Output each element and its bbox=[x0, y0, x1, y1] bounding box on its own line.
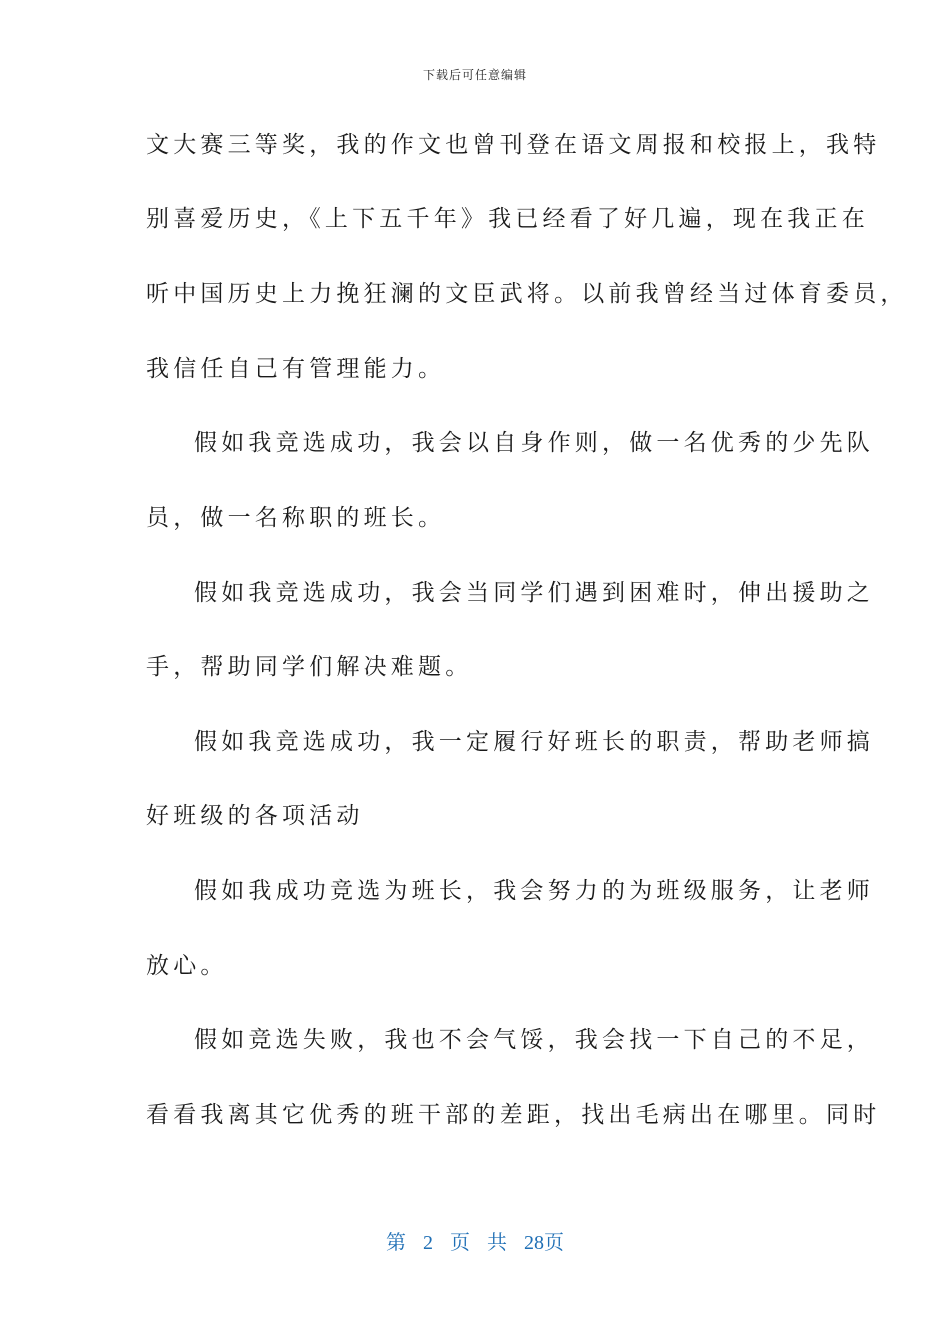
footer-label-total: 共 bbox=[487, 1232, 507, 1254]
body-line-9: 假如我竞选成功，我一定履行好班长的职责，帮助老师搞 bbox=[194, 729, 874, 755]
body-line-6: 员，做一名称职的班长。 bbox=[146, 505, 446, 531]
body-line-14: 看看我离其它优秀的班干部的差距，找出毛病出在哪里。同时 bbox=[146, 1102, 881, 1128]
body-line-11: 假如我成功竞选为班长，我会努力的为班级服务，让老师 bbox=[194, 878, 874, 904]
footer-label-page: 第 bbox=[386, 1232, 406, 1254]
body-line-4: 我信任自己有管理能力。 bbox=[146, 356, 446, 382]
body-line-13: 假如竞选失败，我也不会气馁，我会找一下自己的不足， bbox=[194, 1027, 874, 1053]
footer-label-page-unit: 页 bbox=[450, 1232, 470, 1254]
body-line-7: 假如我竞选成功，我会当同学们遇到困难时，伸出援助之 bbox=[194, 580, 874, 606]
body-line-1: 文大赛三等奖，我的作文也曾刊登在语文周报和校报上，我特 bbox=[146, 132, 881, 158]
body-line-10: 好班级的各项活动 bbox=[146, 803, 364, 829]
body-line-3: 听中国历史上力挽狂澜的文臣武将。以前我曾经当过体育委员， bbox=[146, 281, 908, 307]
page-footer bbox=[0, 1226, 950, 1255]
body-line-2: 别喜爱历史，《上下五千年》我已经看了好几遍，现在我正在 bbox=[146, 206, 869, 232]
body-line-12: 放心。 bbox=[146, 953, 228, 979]
body-line-5: 假如我竞选成功，我会以自身作则，做一名优秀的少先队 bbox=[194, 430, 874, 456]
header-note: 下载后可任意编辑 bbox=[422, 68, 527, 82]
footer-total-pages: 28页 bbox=[524, 1232, 564, 1254]
footer-current-page: 2 bbox=[423, 1232, 433, 1254]
body-line-8: 手，帮助同学们解决难题。 bbox=[146, 654, 473, 680]
